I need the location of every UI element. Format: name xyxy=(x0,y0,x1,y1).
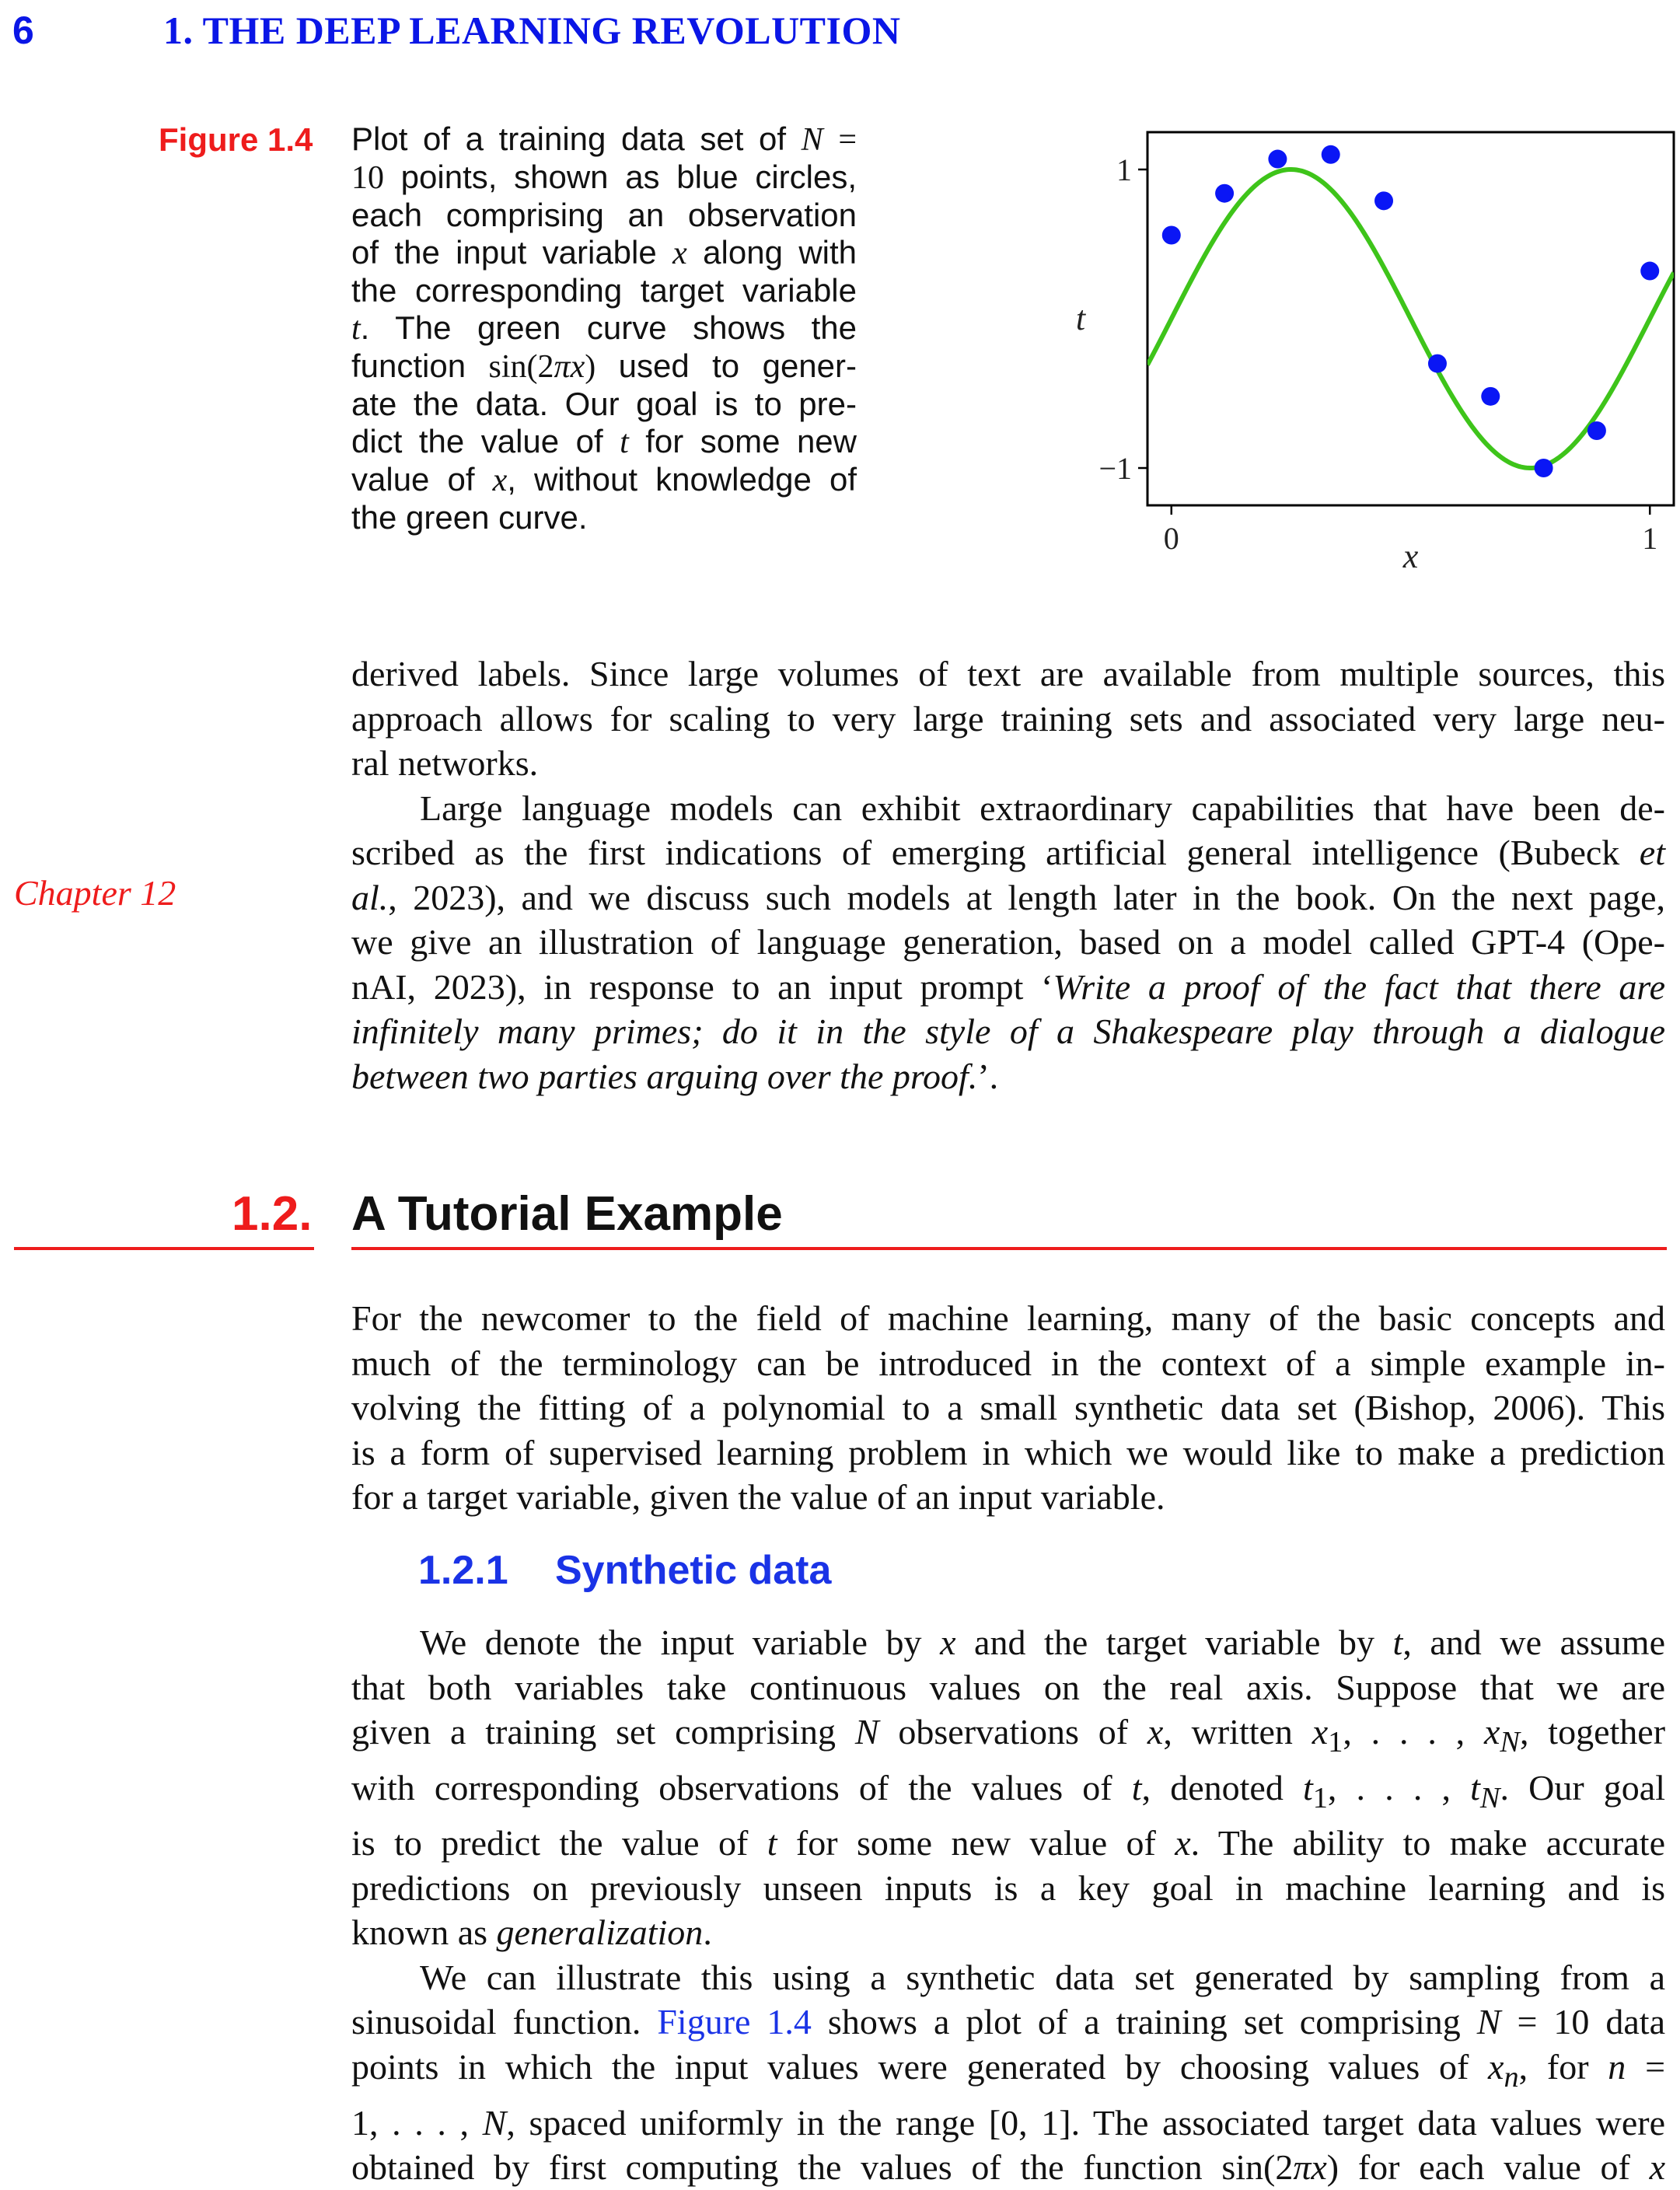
data-point xyxy=(1535,459,1553,477)
text-line: much of the terminology can be introduced in the context of a simple example in- xyxy=(351,1343,1665,1383)
section-rule-left xyxy=(14,1247,314,1250)
page-number: 6 xyxy=(12,9,34,52)
text-line: for a target variable, given the value of an input variable. xyxy=(351,1477,1165,1517)
text-line: points in which the input values were generated by choosing values of $x_n$, for n = xyxy=(351,2046,1666,2094)
caption-line: 10 points, shown as blue circles, xyxy=(351,159,857,196)
data-point xyxy=(1215,184,1234,203)
caption-line: each comprising an observation xyxy=(351,197,857,233)
running-header: 1. THE DEEP LEARNING REVOLUTION xyxy=(163,9,901,52)
text-line: We can illustrate this using a synthetic data set generated by sampling from a xyxy=(420,1957,1665,1997)
text-line: volving the fitting of a polynomial to a small synthetic data set (Bishop, 2006). This xyxy=(351,1388,1665,1427)
text-line: that both variables take continuous values on the real axis. Suppose that we are xyxy=(351,1667,1665,1707)
data-point xyxy=(1268,150,1287,169)
text-line: 1, . . . , N, spaced uniformly in the range [0, 1]. The associated target data values were xyxy=(351,2102,1665,2143)
text-line: given a training set comprising N observations of x, written $x_1$, . . . , $x_N$, together xyxy=(351,1712,1666,1759)
caption-line: Plot of a training data set of N = xyxy=(351,121,857,158)
section-title: A Tutorial Example xyxy=(351,1187,783,1241)
text-line: with corresponding observations of the values of t, denoted $t_1$, . . . , $t_N$. Our goal xyxy=(351,1767,1665,1815)
caption-line: the corresponding target variable xyxy=(351,272,857,309)
subsection-number: 1.2.1 xyxy=(418,1548,508,1593)
sine-scatter-chart xyxy=(917,117,1679,575)
caption-line: the green curve. xyxy=(351,499,588,536)
caption-line: function sin(2πx) used to gener- xyxy=(351,348,857,385)
x-tick-label: 0 xyxy=(1163,521,1179,556)
text-line: derived labels. Since large volumes of text are available from multiple sources, this xyxy=(351,654,1665,693)
data-point xyxy=(1374,191,1393,210)
caption-line: t. The green curve shows the xyxy=(351,309,857,347)
data-point xyxy=(1428,355,1447,373)
paragraph-synthetic-data xyxy=(351,1620,1665,2190)
caption-line: of the input variable x along with xyxy=(351,234,857,271)
subsection-title: Synthetic data xyxy=(555,1548,832,1593)
paragraph-tutorial-intro xyxy=(351,1296,1665,1520)
y-tick-label: 1 xyxy=(1116,152,1132,187)
text-line: We denote the input variable by x and the target variable by t, and we assume xyxy=(420,1622,1665,1662)
x-axis-label: x xyxy=(1402,537,1419,575)
paragraph-derived-labels xyxy=(351,651,1665,1098)
margin-chapter-reference[interactable]: Chapter 12 xyxy=(14,873,176,913)
text-line: nAI, 2023), in response to an input prompt ‘Write a proof of the fact that there are xyxy=(351,966,1665,1007)
text-line: sinusoidal function. Figure 1.4 shows a plot of a training set comprising N = 10 data xyxy=(351,2002,1665,2042)
text-line: known as generalization. xyxy=(351,1912,712,1953)
text-line: is a form of supervised learning problem in which we would like to make a prediction xyxy=(351,1432,1665,1472)
data-point xyxy=(1587,421,1606,440)
text-line: For the newcomer to the field of machine learning, many of the basic concepts and xyxy=(351,1298,1665,1338)
y-axis-label: t xyxy=(1075,299,1086,337)
data-point xyxy=(1481,387,1500,406)
text-line: predictions on previously unseen inputs is a key goal in machine learning and is xyxy=(351,1867,1665,1908)
text-line: Large language models can exhibit extraordinary capabilities that have been de- xyxy=(420,788,1665,828)
x-tick-label: 1 xyxy=(1642,521,1658,556)
caption-line: dict the value of t for some new xyxy=(351,423,857,460)
caption-line: ate the data. Our goal is to pre- xyxy=(351,386,857,422)
y-tick-label: −1 xyxy=(1098,451,1132,486)
data-point xyxy=(1162,225,1181,244)
section-number: 1.2. xyxy=(232,1187,313,1241)
text-line: obtained by first computing the values of the function sin(2πx) for each value of x xyxy=(351,2147,1665,2188)
caption-line: value of x, without knowledge of xyxy=(351,461,857,498)
text-line: approach allows for scaling to very large training sets and associated very large neu- xyxy=(351,698,1665,739)
figure-caption xyxy=(351,121,857,536)
figure-label: Figure 1.4 xyxy=(159,121,313,158)
text-line: between two parties arguing over the proof.’. xyxy=(351,1056,999,1096)
text-line: al., 2023), and we discuss such models at length later in the book. On the next page, xyxy=(351,877,1665,917)
text-line: is to predict the value of t for some new value of x. The ability to make accurate xyxy=(351,1823,1665,1863)
text-line: scribed as the first indications of emerging artificial general intelligence (Bubeck et xyxy=(351,833,1665,872)
figure-1-4-link[interactable]: Figure 1.4 xyxy=(657,2002,812,2042)
data-point xyxy=(1640,262,1659,281)
text-line: infinitely many primes; do it in the style of a Shakespeare play through a dialogue xyxy=(351,1011,1665,1051)
section-rule-right xyxy=(351,1247,1667,1250)
data-point xyxy=(1322,145,1340,164)
text-line: ral networks. xyxy=(351,743,539,783)
text-line: we give an illustration of language generation, based on a model called GPT-4 (Ope- xyxy=(351,922,1665,962)
